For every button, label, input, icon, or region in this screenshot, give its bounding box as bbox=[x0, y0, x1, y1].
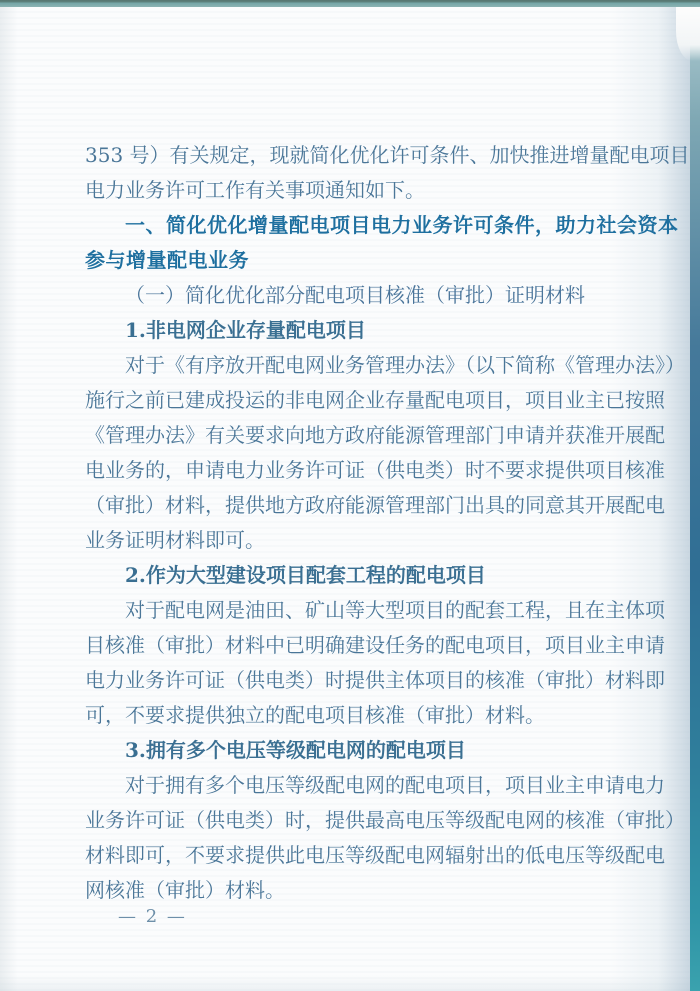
document-body bbox=[85, 138, 690, 908]
text-line: 对于拥有多个电压等级配电网的配电项目，项目业主申请电力 bbox=[125, 773, 665, 797]
text-line: 业务许可证（供电类）时，提供最高电压等级配电网的核准（审批） bbox=[85, 808, 685, 832]
text-line: 对于配电网是油田、矿山等大型项目的配套工程，且在主体项 bbox=[125, 598, 665, 622]
subsection-1-heading: （一）简化优化部分配电项目核准（审批）证明材料 bbox=[125, 283, 585, 307]
text-line: （审批）材料，提供地方政府能源管理部门出具的同意其开展配电 bbox=[85, 493, 665, 517]
page-number: — 2 — bbox=[118, 906, 187, 927]
item-2-heading: 2.作为大型建设项目配套工程的配电项目 bbox=[125, 563, 486, 587]
text-line: 业务证明材料即可。 bbox=[85, 528, 265, 552]
text-line: 《管理办法》有关要求向地方政府能源管理部门申请并获准开展配 bbox=[85, 423, 665, 447]
item-1-heading: 1.非电网企业存量配电项目 bbox=[125, 318, 366, 342]
scanner-top-edge bbox=[0, 0, 700, 7]
section-1-heading-line-2: 参与增量配电业务 bbox=[85, 248, 249, 272]
text-line: 353 号）有关规定，现就简化优化许可条件、加快推进增量配电项目 bbox=[85, 143, 690, 167]
text-line: 施行之前已建成投运的非电网企业存量配电项目，项目业主已按照 bbox=[85, 388, 665, 412]
item-3-heading: 3.拥有多个电压等级配电网的配电项目 bbox=[125, 738, 466, 762]
text-line: 可，不要求提供独立的配电项目核准（审批）材料。 bbox=[85, 703, 545, 727]
section-1-heading-line-1: 一、简化优化增量配电项目电力业务许可条件，助力社会资本 bbox=[125, 213, 679, 237]
text-line: 电力业务许可证（供电类）时提供主体项目的核准（审批）材料即 bbox=[85, 668, 665, 692]
text-line: 电力业务许可工作有关事项通知如下。 bbox=[85, 178, 425, 202]
text-line: 材料即可，不要求提供此电压等级配电网辐射出的低电压等级配电 bbox=[85, 843, 665, 867]
scanner-right-edge bbox=[690, 0, 700, 991]
text-line: 电业务的，申请电力业务许可证（供电类）时不要求提供项目核准 bbox=[85, 458, 665, 482]
text-line: 目核准（审批）材料中已明确建设任务的配电项目，项目业主申请 bbox=[85, 633, 665, 657]
text-line: 对于《有序放开配电网业务管理办法》（以下简称《管理办法》） bbox=[125, 353, 685, 377]
text-line: 网核准（审批）材料。 bbox=[85, 878, 285, 902]
page-curl-corner bbox=[676, 7, 700, 61]
